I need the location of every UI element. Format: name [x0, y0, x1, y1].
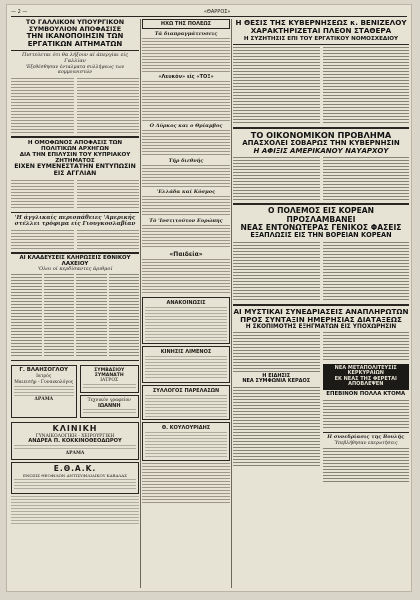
ad-union: [11, 462, 139, 494]
subheadline: 'Εξεθέσθησαν ένταλματα συλλήψεως των κομμουνιστών: [25, 64, 125, 76]
headline-line: Η ΕΙΔΗΣΙΣ: [262, 372, 291, 379]
section-heading: ΗΧΩ ΤΗΣ ΠΟΛΕΩΣ: [142, 19, 230, 29]
ad-technical-office: [80, 395, 140, 418]
masthead: «ΘΑΡΡΟΣ»: [203, 8, 231, 15]
headline-line: Η ΣΚΟΠΙΜΟΤΗΣ ΕΞΗΓΜΑΤΩΝ ΕΙΣ ΥΠΟΧΩΡΗΣΙΝ: [245, 323, 397, 330]
text-block: [142, 130, 230, 156]
ad-name: ΑΝΔΡΕΑ Π. ΚΟΚΚΙΝΟΘΕΟΔΩΡΟΥ: [28, 438, 122, 445]
headline-line: ΤΟ ΓΑΛΛΙΚΟΝ ΥΠΟΥΡΓΙΚΟΝ ΣΥΜΒΟΥΛΙΟΝ ΑΠΟΦΑΣΙΣΕ: [25, 19, 125, 34]
lower-left: [233, 332, 320, 484]
box-text: [145, 432, 227, 458]
box-title: ΚΙΝΗΣΙΣ ΛΙΜΕΝΟΣ: [160, 349, 212, 355]
running-header: [11, 7, 407, 17]
headline-secret-sessions: [233, 308, 409, 330]
ad-text: [83, 409, 137, 415]
ad-line: Μαιευτήρ - Γυναικολόγος: [14, 379, 74, 385]
ad-title: ΚΛΙΝΙΚΗ: [52, 424, 98, 434]
box-text: [145, 395, 227, 417]
kicker: «Παιδεία»: [169, 251, 203, 258]
text-column: [11, 230, 74, 250]
ad-line: ΓΥΝΑΙΚΟΛΟΓΙΚΗ - ΧΕΙΡΟΥΡΓΙΚΗ: [35, 433, 115, 439]
newspaper-page: [6, 4, 412, 592]
headline-line: Ο ΠΟΛΕΜΟΣ ΕΙΣ ΚΟΡΕΑΝ ΠΡΟΣΛΑΜΒΑΝΕΙ: [268, 206, 374, 224]
headline-line: Η ΑΦΙΞΙΣ ΑΜΕΡΙΚΑΝΟΥ ΝΑΥΑΡΧΟΥ: [253, 146, 389, 155]
headline-line: ΑΙ ΜΥΣΤΙΚΑΙ ΣΥΝΕΔΡΙΑΣΕΙΣ ΑΝΑΠΛΗΡΩΤΩΝ: [233, 306, 409, 316]
headline-line: Η ΟΜΟΦΩΝΟΣ ΑΠΟΦΑΣΙΣ ΤΩΝ ΠΟΛΙΤΙΚΩΝ ΑΡΧΗΓΩΝ: [27, 139, 123, 152]
ad-title: Ε.Θ.Α.Κ.: [53, 463, 97, 473]
column-right: [233, 19, 409, 588]
text-column: [233, 332, 320, 372]
text-column: [77, 180, 140, 210]
ad-text: [14, 479, 136, 491]
ad-line: ΔΡΑΜΑ: [34, 397, 54, 403]
headline-line: ΕΚ ΝΕΑΣ ΤΗΣ ΦΕΡΕΤΑΙ ΑΠΟΒΛΕΨΕΝ: [334, 375, 397, 388]
kicker: Τήρ διεθνής: [168, 158, 204, 164]
rule: [323, 432, 410, 433]
subheadline: 'Η άγγλικαίς περισπάθειες 'Αμερικής: [14, 214, 136, 221]
box-text: [145, 307, 227, 341]
headline-line: ΧΑΡΑΚΤΗΡΙΖΕΤΑΙ ΠΛΕΟΝ ΣΤΑΘΕΡΑ: [250, 25, 392, 35]
headline-line: ΝΕΑ ΜΕΤΑΠΟΛΙΤΕΥΣΙΣ ΚΕΡΚΥΡΑΙΩΝ: [334, 364, 397, 377]
ad-clinic: [11, 422, 139, 460]
numbers-column: [11, 274, 42, 358]
headline-line: ΔΙΑ ΤΗΝ ΕΠΙΛΥΣΙΝ ΤΟΥ ΚΥΠΡΙΑΚΟΥ ΖΗΤΗΜΑΤΟΣ: [19, 151, 131, 164]
rule: [11, 136, 139, 138]
lower-articles: [233, 332, 409, 484]
headline-line: ΝΕΑΣ ΕΝΤΟΝΩΤΕΡΑΣ ΓΕΝΙΚΟΣ ΦΑΣΕΙΣ: [240, 223, 402, 233]
article-body: [11, 180, 139, 210]
numbers-column: [76, 274, 107, 358]
ad-line: Ιατρός: [36, 374, 52, 380]
column-middle: [142, 19, 230, 588]
ad-name: ΣΥΜΒΑΣΙΟΥ ΣΥΜΑΝΑΤΗ: [94, 368, 125, 379]
numbers-column: [44, 274, 75, 358]
ad-name: Γ. ΒΛΑΗΣΟΓΛΟΥ: [19, 367, 69, 374]
column-left: [11, 19, 139, 588]
text-column: [323, 157, 410, 201]
subheadline: Η συνεδρίασις της Βουλής: [327, 433, 405, 440]
headline-cyprus: [11, 140, 139, 178]
ad-text: [83, 384, 137, 390]
ad-line: ΙΑΤΡΟΣ: [100, 378, 119, 384]
text-block: [142, 463, 230, 503]
column-rule: [231, 19, 232, 588]
page-number: — 2 —: [11, 8, 28, 15]
box-title: Θ. ΚΟΥΛΟΥΡΙΔΗΣ: [161, 425, 211, 431]
ad-box: [142, 422, 230, 461]
text-block: [142, 38, 230, 72]
ad-text: [14, 386, 74, 396]
text-column: [77, 230, 140, 250]
box-title: ΑΝΑΚΟΙΝΩΣΙΣ: [166, 300, 206, 306]
notice-box: [142, 297, 230, 344]
port-box: [142, 346, 230, 383]
ad-text: [14, 445, 136, 451]
article-body: [233, 157, 409, 201]
text-block: [142, 259, 230, 295]
headline-economy: [233, 131, 409, 155]
headline-french-cabinet: [11, 19, 139, 48]
rule: [233, 203, 409, 205]
article-body: [11, 78, 139, 134]
subheadline: Ύπεβλήθησαν επερωτήσεις: [333, 440, 398, 446]
rule: [233, 304, 409, 306]
text-block: [142, 165, 230, 187]
lower-right: [323, 332, 410, 484]
rule: [11, 360, 139, 361]
club-box: [142, 385, 230, 420]
text-column: [233, 157, 320, 201]
text-column: [233, 242, 320, 302]
subheadline: Πιστεύεται ότι θα λήξουν αί άπεργίαι είς Γαλλίαν: [21, 52, 129, 65]
headline-lottery: ΑΙ ΚΛΑΔΕΥΣΕΙΣ ΚΛΗΡΩΣΕΙΣ ΕΘΝΙΚΟΥ ΛΑΧΕΙΟΥ: [19, 254, 131, 267]
classified-ads-row: [11, 363, 139, 420]
box-title: ΣΥΛΛΟΓΟΣ ΠΑΡΕΛΑΣΩΝ: [152, 388, 220, 394]
ad-stack: [80, 363, 140, 420]
headline-line: ΕΙΧΕΝ ΕΥΜΕΝΕΣΤΑΤΗΝ ΕΝΤΥΠΩΣΙΝ ΕΙΣ ΑΓΓΛΙΑΝ: [14, 163, 136, 177]
small-headline: [233, 374, 320, 385]
boxed-headline: [323, 364, 410, 390]
headline-line: ΤΗΝ ΙΚΑΝΟΠΟΙΗΣΙΝ ΤΩΝ ΕΡΓΑΤΙΚΩΝ ΑΙΤΗΜΑΤΩΝ: [26, 32, 124, 48]
text-column: [323, 400, 410, 430]
article-body: [233, 242, 409, 302]
headline-line: ΕΞΑΠΛΩΣΙΣ ΕΙΣ ΤΗΝ ΒΟΡΕΙΑΝ ΚΟΡΕΑΝ: [250, 231, 392, 240]
headline-line: ΕΠΕΒΙΝΟΝ ΠΟΛΛΑ ΚΤΟΜΑ: [326, 390, 406, 397]
text-column: [323, 242, 410, 302]
headline-line: Η ΣΥΖΗΤΗΣΙΣ ΕΠΙ ΤΟΥ ΕΡΓΑΤΙΚΟΥ ΝΟΜΟΣΧΕΔΙΟΥ: [243, 35, 399, 42]
ad-line: ΕΝΩΣΙΣ ΘΕΟΦΙΛΩΝ ΑΝΤΙΣΥΦΙΛΙΔΙΚΟΥ ΚΑΒΑΛΑΣ: [23, 473, 127, 479]
subheadline: 'Ολοι οί κερδίσαντες άριθμοί: [37, 266, 113, 273]
text-column: [233, 387, 320, 467]
rule: [11, 212, 139, 213]
rule: [11, 252, 139, 254]
text-block: [142, 81, 230, 121]
box-text: [145, 356, 227, 380]
rule: [233, 127, 409, 129]
text-column: [323, 448, 410, 484]
subheadline: στέλλει τρόφιμα είς Γιουγκοσλαβίαν: [14, 221, 136, 228]
headline-line: Η ΘΕΣΙΣ ΤΗΣ ΚΥΒΕΡΝΗΣΕΩΣ κ. ΒΕΝΙΖΕΛΟΥ: [235, 19, 407, 27]
ad-doctor: [11, 365, 77, 418]
article-body: [11, 230, 139, 250]
ad-name: ΙΩΑΝΝΗ: [97, 402, 121, 409]
text-column: [11, 180, 74, 210]
text-block: [142, 225, 230, 249]
lottery-numbers-table: [11, 274, 139, 358]
text-column: [11, 78, 74, 134]
text-column: [77, 78, 140, 134]
text-column: [323, 332, 410, 362]
column-rule: [140, 19, 141, 588]
ad-text: [11, 496, 139, 526]
text-column: [233, 47, 320, 125]
headline-line: ΠΡΟΣ ΣΥΝΤΑΞΙΝ ΗΜΕΡΗΣΙΑΣ ΔΙΑΤΑΞΕΩΣ: [240, 314, 402, 324]
text-column: [323, 47, 410, 125]
ad-line: Τεχνικόν γραφείον: [87, 397, 131, 403]
kicker: Ο Λύρκος και ο Θρίαμβος: [149, 123, 223, 129]
numbers-column: [109, 274, 140, 358]
headline-korea: [233, 207, 409, 239]
article-body: [233, 47, 409, 125]
headline-venizelos: [233, 19, 409, 42]
text-block: [142, 196, 230, 216]
kicker: Τά διαπραγμάτευσεις: [154, 31, 218, 37]
ad-line: ΔΡΑΜΑ: [65, 451, 85, 457]
ad-doctor-2: [80, 365, 140, 393]
headline-line: ΝΕΑ ΣΥΜΦΩΝΙΑ ΚΕΡΔΟΣ: [242, 378, 311, 385]
kicker: «Λευκόν» είς «ΤΟΞ»: [158, 74, 214, 80]
kicker: Τό 'Ινστιτούτον Ευρώπης: [149, 218, 223, 224]
headline-line: ΤΟ ΟΙΚΟΝΟΜΙΚΟΝ ΠΡΟΒΛΗΜΑ: [250, 129, 392, 140]
headline-line: ΑΠΑΣΧΟΛΕΙ ΣΟΒΑΡΩΣ ΤΗΝ ΚΥΒΕΡΝΗΣΙΝ: [242, 139, 400, 147]
kicker: 'Ελλάδα καί Κόσμος: [156, 189, 216, 195]
rule: [233, 44, 409, 45]
